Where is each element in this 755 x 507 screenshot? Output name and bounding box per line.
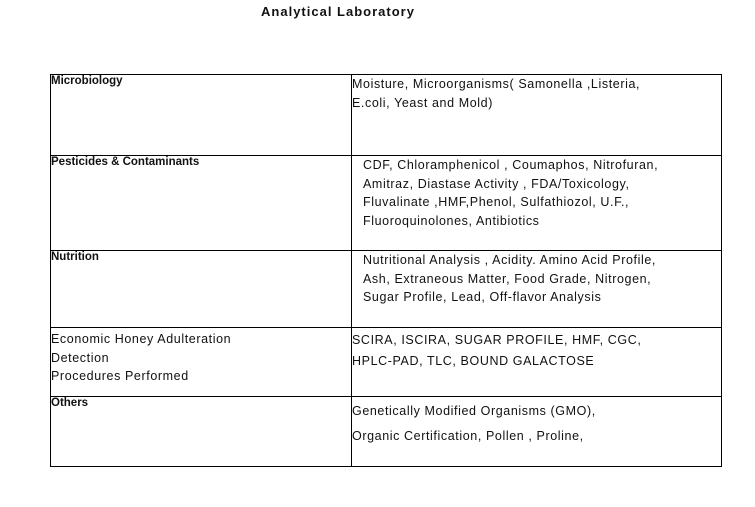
category-label: Procedures Performed bbox=[51, 369, 189, 383]
category-label: Detection bbox=[51, 350, 110, 365]
services-text: SCIRA, ISCIRA, SUGAR PROFILE, HMF, CGC, bbox=[352, 333, 642, 347]
category-cell bbox=[51, 397, 352, 467]
services-text: HPLC-PAD, TLC, BOUND GALACTOSE bbox=[352, 354, 595, 368]
services-cell bbox=[352, 251, 722, 328]
category-label: Nutrition bbox=[51, 251, 99, 263]
services-text: CDF, Chloramphenicol , Coumaphos, Nitrofuran, bbox=[363, 158, 659, 172]
services-text: Ash, Extraneous Matter, Food Grade, Nitrogen, bbox=[363, 271, 652, 286]
services-cell bbox=[352, 75, 722, 156]
services-text: Moisture, Microorganisms( Samonella ,Listeria, bbox=[352, 77, 641, 91]
services-table bbox=[50, 74, 722, 467]
category-cell bbox=[51, 156, 352, 251]
table-row bbox=[51, 251, 722, 328]
services-text: Nutritional Analysis , Acidity. Amino Acid Profile, bbox=[363, 253, 656, 267]
table-row bbox=[51, 156, 722, 251]
services-text: Amitraz, Diastase Activity , FDA/Toxicology, bbox=[363, 176, 630, 191]
table-row bbox=[51, 328, 722, 397]
services-text: Organic Certification, Pollen , Proline, bbox=[352, 429, 584, 443]
page-title: Analytical Laboratory bbox=[261, 4, 415, 19]
category-cell bbox=[51, 328, 352, 397]
category-label: Pesticides & Contaminants bbox=[51, 156, 200, 168]
category-cell bbox=[51, 75, 352, 156]
services-text: Genetically Modified Organisms (GMO), bbox=[352, 404, 596, 418]
services-cell bbox=[352, 156, 722, 251]
category-label: Microbiology bbox=[51, 75, 123, 87]
category-label: Others bbox=[51, 397, 89, 409]
services-text: Fluvalinate ,HMF,Phenol, Sulfathiozol, U.F., bbox=[363, 195, 630, 209]
services-cell bbox=[352, 328, 722, 397]
services-text: Sugar Profile, Lead, Off-flavor Analysis bbox=[363, 290, 602, 304]
services-text: E.coli, Yeast and Mold) bbox=[352, 95, 493, 110]
table-row bbox=[51, 397, 722, 467]
services-cell bbox=[352, 397, 722, 467]
category-label: Economic Honey Adulteration bbox=[51, 332, 232, 346]
table-row bbox=[51, 75, 722, 156]
services-text: Fluoroquinolones, Antibiotics bbox=[363, 213, 540, 228]
category-cell bbox=[51, 251, 352, 328]
